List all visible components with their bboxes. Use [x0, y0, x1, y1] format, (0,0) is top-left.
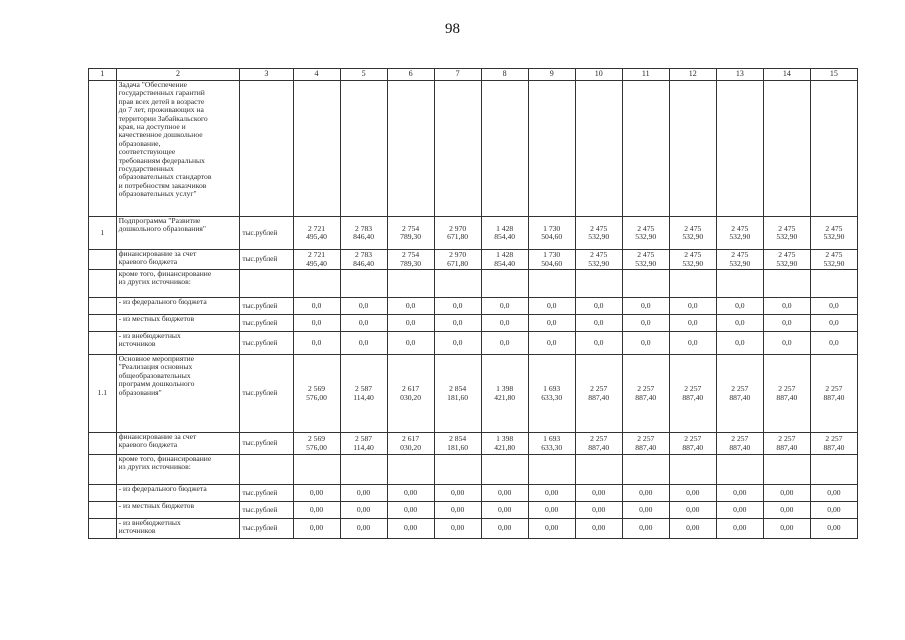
table-row	[89, 485, 858, 502]
unit-cell: тыс.рублей	[240, 332, 293, 355]
value-cell	[716, 270, 763, 298]
value-cell: 2 257 887,40	[669, 355, 716, 433]
value-cell	[340, 81, 387, 217]
value-cell	[810, 455, 857, 485]
value-cell: 0,00	[434, 502, 481, 519]
value-cell: 0,0	[434, 298, 481, 315]
value-cell: 0,00	[575, 519, 622, 539]
description-cell: - из местных бюджетов	[116, 502, 240, 519]
table-body	[89, 69, 858, 539]
value-cell: 2 617 030,20	[387, 355, 434, 433]
value-cell: 2 257 887,40	[575, 433, 622, 455]
value-cell: 0,00	[293, 519, 340, 539]
value-cell: 1 730 504,60	[528, 250, 575, 270]
row-number-cell	[89, 485, 117, 502]
value-cell: 0,0	[622, 298, 669, 315]
value-cell: 0,00	[622, 502, 669, 519]
value-cell	[293, 455, 340, 485]
value-cell: 2 587 114,40	[340, 433, 387, 455]
value-cell: 0,0	[340, 298, 387, 315]
unit-cell: тыс.рублей	[240, 519, 293, 539]
value-cell	[669, 270, 716, 298]
row-number-cell	[89, 332, 117, 355]
table-row	[89, 315, 858, 332]
description-cell: - из внебюджетных источников	[116, 332, 240, 355]
value-cell: 2 970 671,80	[434, 250, 481, 270]
value-cell: 0,00	[763, 502, 810, 519]
value-cell: 0,0	[293, 332, 340, 355]
description-cell: кроме того, финансирование из других источников:	[116, 455, 240, 485]
value-cell: 0,0	[434, 315, 481, 332]
value-cell: 0,00	[340, 485, 387, 502]
value-cell	[293, 81, 340, 217]
table-row	[89, 250, 858, 270]
value-cell: 2 475 532,90	[763, 250, 810, 270]
description-cell: - из федерального бюджета	[116, 298, 240, 315]
value-cell: 0,0	[293, 298, 340, 315]
value-cell: 1 398 421,80	[481, 433, 528, 455]
value-cell: 0,0	[575, 315, 622, 332]
unit-cell: тыс.рублей	[240, 217, 293, 250]
budget-table	[88, 68, 858, 539]
value-cell: 2 257 887,40	[669, 433, 716, 455]
value-cell: 0,00	[575, 485, 622, 502]
value-cell: 0,00	[340, 519, 387, 539]
value-cell: 2 754 789,30	[387, 217, 434, 250]
value-cell: 0,00	[575, 502, 622, 519]
value-cell	[622, 270, 669, 298]
value-cell	[669, 455, 716, 485]
row-number-cell	[89, 502, 117, 519]
value-cell: 2 257 887,40	[810, 433, 857, 455]
value-cell: 0,00	[716, 485, 763, 502]
value-cell: 2 854 181,60	[434, 433, 481, 455]
value-cell: 2 475 532,90	[810, 217, 857, 250]
value-cell: 2 783 846,40	[340, 250, 387, 270]
value-cell: 0,00	[387, 519, 434, 539]
row-number-cell: 1	[89, 217, 117, 250]
value-cell: 0,0	[622, 332, 669, 355]
row-number-cell	[89, 433, 117, 455]
table-row	[89, 502, 858, 519]
value-cell	[387, 270, 434, 298]
value-cell	[481, 455, 528, 485]
column-header: 9	[528, 69, 575, 81]
table-row	[89, 332, 858, 355]
value-cell: 0,00	[622, 485, 669, 502]
value-cell: 0,0	[387, 298, 434, 315]
value-cell	[434, 270, 481, 298]
value-cell	[763, 455, 810, 485]
value-cell: 0,0	[669, 332, 716, 355]
unit-cell: тыс.рублей	[240, 502, 293, 519]
description-cell: - из федерального бюджета	[116, 485, 240, 502]
value-cell: 1 398 421,80	[481, 355, 528, 433]
value-cell: 2 475 532,90	[575, 217, 622, 250]
value-cell	[622, 81, 669, 217]
table-row	[89, 519, 858, 539]
description-cell: финансирование за счет краевого бюджета	[116, 433, 240, 455]
value-cell: 2 475 532,90	[716, 250, 763, 270]
value-cell: 0,0	[528, 298, 575, 315]
value-cell	[669, 81, 716, 217]
value-cell: 0,00	[716, 502, 763, 519]
value-cell	[293, 270, 340, 298]
column-header: 11	[622, 69, 669, 81]
value-cell: 0,0	[716, 315, 763, 332]
value-cell	[340, 270, 387, 298]
value-cell: 0,0	[669, 298, 716, 315]
row-number-cell	[89, 455, 117, 485]
value-cell: 0,00	[434, 485, 481, 502]
value-cell: 2 475 532,90	[810, 250, 857, 270]
value-cell: 2 475 532,90	[716, 217, 763, 250]
row-number-cell	[89, 519, 117, 539]
value-cell: 2 569 576,00	[293, 355, 340, 433]
value-cell: 2 257 887,40	[622, 433, 669, 455]
value-cell	[481, 270, 528, 298]
value-cell: 0,0	[481, 332, 528, 355]
value-cell	[810, 81, 857, 217]
value-cell: 0,0	[622, 315, 669, 332]
value-cell: 0,0	[387, 332, 434, 355]
value-cell: 0,00	[810, 485, 857, 502]
value-cell: 2 257 887,40	[810, 355, 857, 433]
header-row	[89, 69, 858, 81]
row-number-cell	[89, 270, 117, 298]
value-cell	[575, 81, 622, 217]
value-cell: 0,00	[528, 519, 575, 539]
description-cell: финансирование за счет краевого бюджета	[116, 250, 240, 270]
value-cell: 0,0	[716, 298, 763, 315]
value-cell: 2 854 181,60	[434, 355, 481, 433]
unit-cell: тыс.рублей	[240, 433, 293, 455]
value-cell: 0,0	[481, 298, 528, 315]
value-cell	[575, 455, 622, 485]
value-cell: 0,00	[669, 519, 716, 539]
value-cell: 0,0	[810, 315, 857, 332]
table-row	[89, 298, 858, 315]
value-cell: 1 730 504,60	[528, 217, 575, 250]
description-cell: Подпрограмма "Развитие дошкольного образования"	[116, 217, 240, 250]
value-cell	[387, 81, 434, 217]
column-header: 4	[293, 69, 340, 81]
value-cell: 0,00	[340, 502, 387, 519]
column-header: 15	[810, 69, 857, 81]
table-row	[89, 217, 858, 250]
column-header: 12	[669, 69, 716, 81]
column-header: 5	[340, 69, 387, 81]
value-cell: 2 721 495,40	[293, 217, 340, 250]
value-cell	[575, 270, 622, 298]
value-cell: 1 428 854,40	[481, 250, 528, 270]
table-row	[89, 433, 858, 455]
value-cell	[434, 455, 481, 485]
unit-cell: тыс.рублей	[240, 485, 293, 502]
unit-cell	[240, 455, 293, 485]
unit-cell: тыс.рублей	[240, 355, 293, 433]
value-cell: 0,00	[528, 485, 575, 502]
value-cell: 0,0	[810, 332, 857, 355]
value-cell: 2 617 030,20	[387, 433, 434, 455]
value-cell: 0,00	[810, 502, 857, 519]
value-cell: 0,0	[481, 315, 528, 332]
value-cell: 0,0	[669, 315, 716, 332]
column-header: 10	[575, 69, 622, 81]
value-cell: 0,00	[481, 502, 528, 519]
value-cell: 2 475 532,90	[669, 217, 716, 250]
column-header: 2	[116, 69, 240, 81]
row-number-cell	[89, 250, 117, 270]
value-cell: 2 257 887,40	[716, 433, 763, 455]
row-number-cell	[89, 81, 117, 217]
unit-cell: тыс.рублей	[240, 298, 293, 315]
row-number-cell: 1.1	[89, 355, 117, 433]
value-cell: 0,0	[340, 315, 387, 332]
value-cell: 0,00	[387, 485, 434, 502]
unit-cell	[240, 270, 293, 298]
description-cell: Задача "Обеспечение государственных гарантий прав всех детей в возрасте до 7 лет, проживающих на территории Забайкальского края, на доступное и качественное дошкольное образование, соответствующее требованиям федеральных государственных образовательных стандартов и потребностям заказчиков образовательных услуг"	[116, 81, 240, 217]
column-header: 6	[387, 69, 434, 81]
value-cell: 0,00	[810, 519, 857, 539]
value-cell: 2 569 576,00	[293, 433, 340, 455]
value-cell	[528, 81, 575, 217]
unit-cell: тыс.рублей	[240, 315, 293, 332]
value-cell	[763, 81, 810, 217]
value-cell: 2 475 532,90	[622, 217, 669, 250]
row-number-cell	[89, 298, 117, 315]
value-cell: 2 257 887,40	[575, 355, 622, 433]
row-number-cell	[89, 315, 117, 332]
value-cell: 2 754 789,30	[387, 250, 434, 270]
value-cell: 0,0	[763, 332, 810, 355]
column-header: 13	[716, 69, 763, 81]
value-cell: 2 257 887,40	[763, 355, 810, 433]
column-header: 7	[434, 69, 481, 81]
value-cell: 1 428 854,40	[481, 217, 528, 250]
value-cell: 0,00	[293, 502, 340, 519]
value-cell: 2 475 532,90	[575, 250, 622, 270]
value-cell: 0,00	[716, 519, 763, 539]
value-cell: 0,0	[716, 332, 763, 355]
value-cell: 0,00	[763, 485, 810, 502]
value-cell: 0,0	[763, 315, 810, 332]
description-cell: - из местных бюджетов	[116, 315, 240, 332]
value-cell: 2 970 671,80	[434, 217, 481, 250]
value-cell: 0,00	[434, 519, 481, 539]
value-cell: 2 475 532,90	[622, 250, 669, 270]
value-cell: 2 257 887,40	[763, 433, 810, 455]
value-cell: 0,00	[669, 502, 716, 519]
column-header: 14	[763, 69, 810, 81]
value-cell: 0,0	[763, 298, 810, 315]
description-cell: кроме того, финансирование из других источников:	[116, 270, 240, 298]
value-cell: 2 475 532,90	[669, 250, 716, 270]
value-cell	[340, 455, 387, 485]
value-cell: 0,00	[669, 485, 716, 502]
value-cell: 2 475 532,90	[763, 217, 810, 250]
value-cell	[716, 455, 763, 485]
value-cell	[528, 270, 575, 298]
table-row	[89, 81, 858, 217]
column-header: 3	[240, 69, 293, 81]
value-cell	[622, 455, 669, 485]
value-cell: 0,0	[528, 332, 575, 355]
value-cell	[387, 455, 434, 485]
value-cell: 0,00	[293, 485, 340, 502]
value-cell	[434, 81, 481, 217]
value-cell: 0,0	[575, 298, 622, 315]
description-cell: - из внебюджетных источников	[116, 519, 240, 539]
value-cell: 0,00	[387, 502, 434, 519]
value-cell	[716, 81, 763, 217]
table-row	[89, 270, 858, 298]
value-cell: 2 721 495,40	[293, 250, 340, 270]
value-cell: 0,0	[293, 315, 340, 332]
value-cell: 1 693 633,30	[528, 355, 575, 433]
value-cell: 2 587 114,40	[340, 355, 387, 433]
value-cell: 0,00	[763, 519, 810, 539]
unit-cell: тыс.рублей	[240, 250, 293, 270]
value-cell: 0,0	[340, 332, 387, 355]
value-cell: 0,00	[481, 485, 528, 502]
table-row	[89, 455, 858, 485]
value-cell: 0,00	[528, 502, 575, 519]
table-row	[89, 355, 858, 433]
value-cell	[763, 270, 810, 298]
value-cell	[528, 455, 575, 485]
value-cell	[481, 81, 528, 217]
column-header: 1	[89, 69, 117, 81]
value-cell: 1 693 633,30	[528, 433, 575, 455]
description-cell: Основное мероприятие "Реализация основных общеобразовательных программ дошкольного образования"	[116, 355, 240, 433]
value-cell: 0,0	[810, 298, 857, 315]
page-number: 98	[445, 21, 460, 37]
value-cell	[810, 270, 857, 298]
value-cell: 0,00	[622, 519, 669, 539]
value-cell: 2 783 846,40	[340, 217, 387, 250]
column-header: 8	[481, 69, 528, 81]
value-cell: 0,0	[528, 315, 575, 332]
value-cell: 2 257 887,40	[622, 355, 669, 433]
value-cell: 0,0	[387, 315, 434, 332]
value-cell: 0,00	[481, 519, 528, 539]
value-cell: 0,0	[575, 332, 622, 355]
value-cell: 0,0	[434, 332, 481, 355]
unit-cell	[240, 81, 293, 217]
value-cell: 2 257 887,40	[716, 355, 763, 433]
